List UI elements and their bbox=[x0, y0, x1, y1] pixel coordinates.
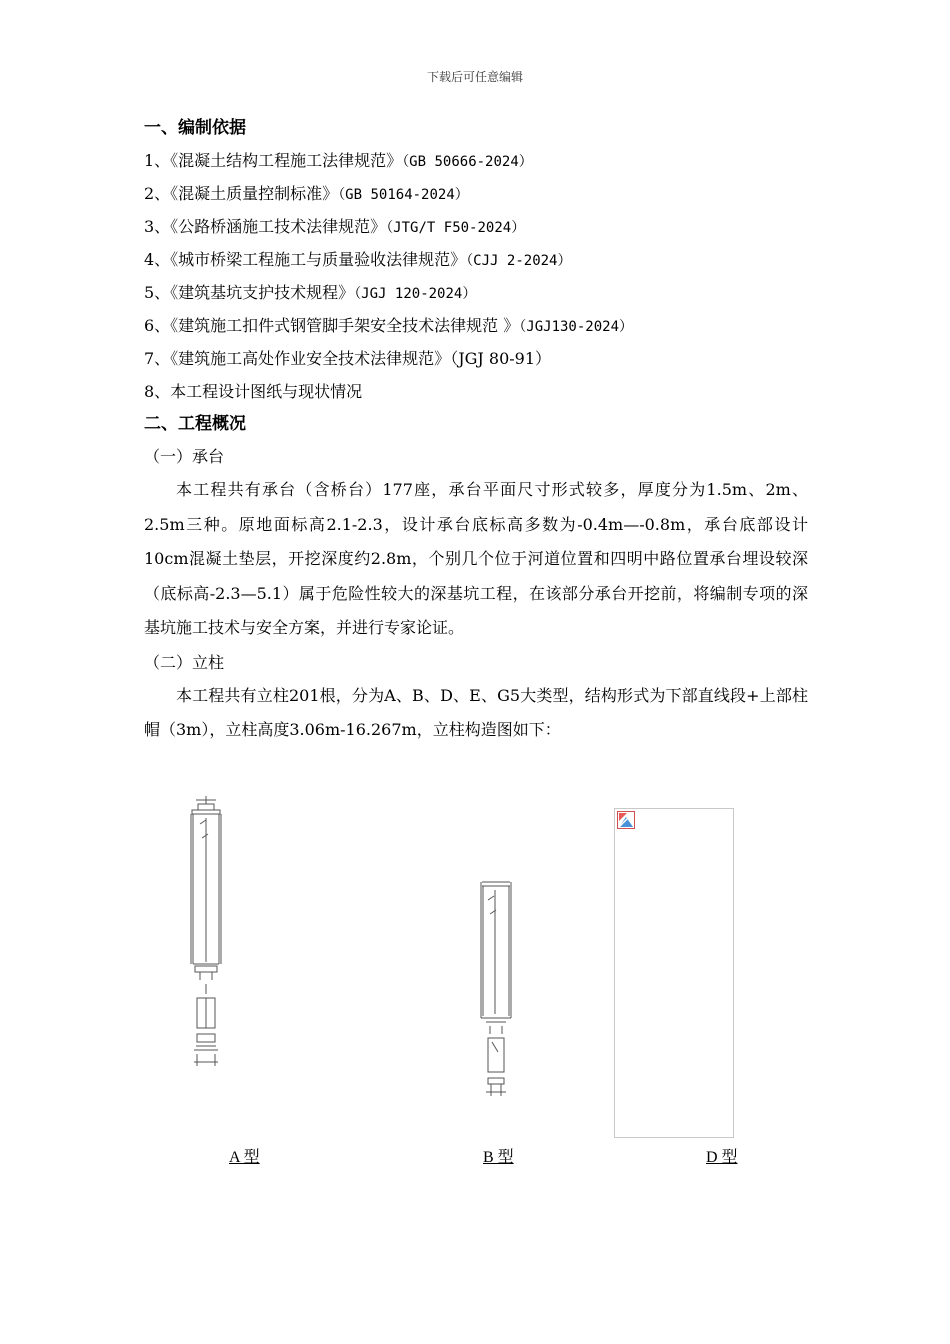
subsection-column: （二）立柱 bbox=[144, 652, 225, 672]
reference-3: 3、《公路桥涵施工技术法律规范》（JTG/T F50-2024） bbox=[144, 217, 526, 236]
paragraph-cap: 本工程共有承台（含桥台）177座，承台平面尺寸形式较多，厚度分为1.5m、2m、2.5m三种。原地面标高2.1-2.3，设计承台底标高多数为-0.4m—-0.8m，承台底部设计10cm混凝土垫层，开挖深度约2.8m，个别几个位于河道位置和四明中路位置承台埋设较深（底标高-2.3—5.1）属于危险性较大的深基坑工程，在该部分承台开挖前，将编制专项的深基坑施工技术与安全方案，并进行专家论证。 bbox=[144, 480, 808, 637]
reference-6: 6、《建筑施工扣件式钢管脚手架安全技术法律规范 》（JGJ130-2024） bbox=[144, 316, 633, 335]
section-1-title: 一、编制依据 bbox=[144, 118, 246, 138]
broken-image-icon bbox=[617, 811, 635, 829]
paragraph-column: 本工程共有立柱201根，分为A、B、D、E、G5大类型，结构形式为下部直线段+上部柱帽（3m），立柱高度3.06m-16.267m，立柱构造图如下： bbox=[144, 685, 808, 739]
caption-type-d: D 型 bbox=[706, 1149, 738, 1166]
document-body bbox=[144, 112, 808, 748]
caption-type-b: B 型 bbox=[483, 1149, 514, 1166]
subsection-cap: （一）承台 bbox=[144, 447, 225, 466]
reference-8: 8、本工程设计图纸与现状情况 bbox=[144, 382, 363, 401]
reference-5: 5、《建筑基坑支护技术规程》（JGJ 120-2024） bbox=[144, 283, 477, 302]
reference-7: 7、《建筑施工高处作业安全技术法律规范》（JGJ 80-91） bbox=[144, 349, 552, 368]
column-d-image-placeholder bbox=[614, 808, 734, 1138]
section-2-title: 二、工程概况 bbox=[144, 414, 246, 434]
reference-2: 2、《混凝土质量控制标准》（GB 50164-2024） bbox=[144, 184, 469, 203]
column-b-drawing bbox=[478, 880, 514, 1105]
reference-1: 1、《混凝土结构工程施工法律规范》（GB 50666-2024） bbox=[144, 151, 533, 170]
caption-type-a: A 型 bbox=[229, 1149, 260, 1166]
column-a-drawing bbox=[186, 794, 226, 1069]
reference-4: 4、《城市桥梁工程施工与质量验收法律规范》（CJJ 2-2024） bbox=[144, 250, 572, 269]
header-note: 下载后可任意编辑 bbox=[426, 70, 523, 84]
